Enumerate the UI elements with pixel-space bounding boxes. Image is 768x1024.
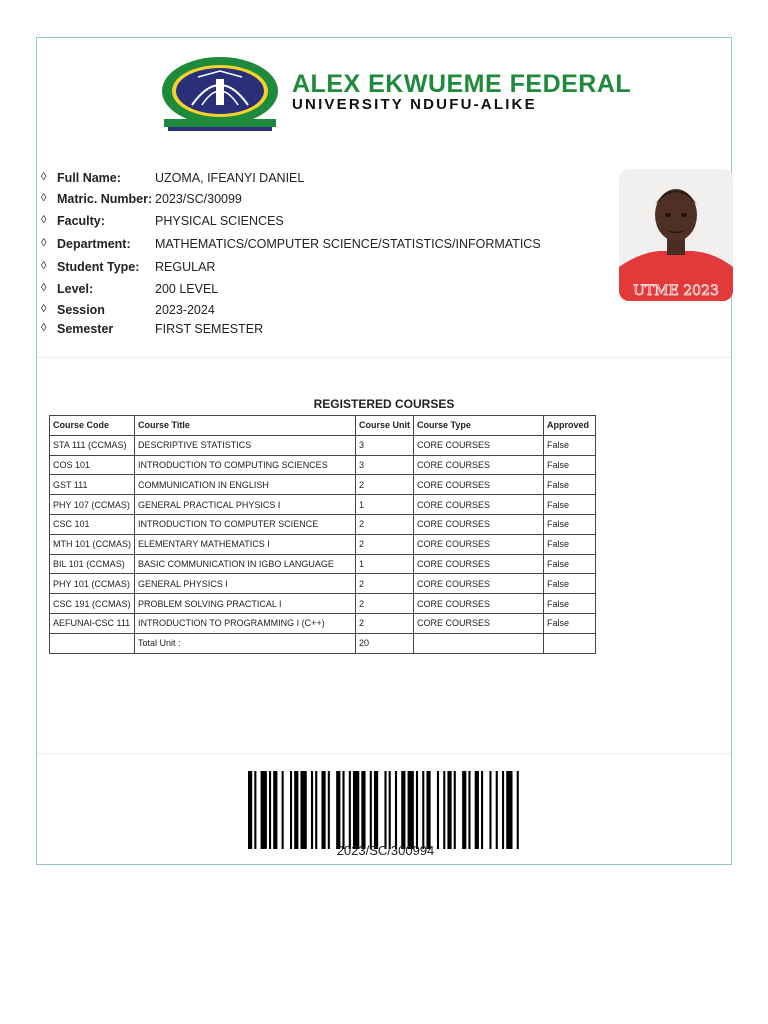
- barcode-bar: [489, 771, 491, 849]
- course-unit-cell: 2: [356, 613, 414, 633]
- column-header-course-type: Course Type: [414, 416, 544, 436]
- barcode-bar: [426, 771, 430, 849]
- barcode-bar: [290, 771, 292, 849]
- total-unit-row: [50, 633, 596, 653]
- diamond-bullet-icon: ◊: [41, 303, 47, 315]
- column-header-course-unit: Course Unit: [356, 416, 414, 436]
- approved-cell: False: [544, 495, 596, 515]
- info-value: PHYSICAL SCIENCES: [155, 214, 284, 228]
- barcode-bar: [416, 771, 418, 849]
- course-code-cell: GST 111: [50, 475, 135, 495]
- course-code-cell: STA 111 (CCMAS): [50, 435, 135, 455]
- table-row: [50, 475, 596, 495]
- diamond-bullet-icon: ◊: [41, 237, 47, 249]
- student-passport-photo: [619, 169, 733, 301]
- course-title-cell: COMMUNICATION IN ENGLISH: [135, 475, 356, 495]
- info-value: MATHEMATICS/COMPUTER SCIENCE/STATISTICS/INFORMATICS: [155, 237, 541, 251]
- barcode-bar: [462, 771, 466, 849]
- section-divider: [37, 753, 731, 754]
- section-divider: [37, 357, 731, 358]
- barcode-bar: [254, 771, 256, 849]
- barcode-bar: [389, 771, 391, 849]
- barcode-bar: [437, 771, 439, 849]
- registered-courses-table: [49, 415, 596, 654]
- university-name-line-2: UNIVERSITY NDUFU-ALIKE: [292, 96, 537, 113]
- course-unit-cell: 1: [356, 495, 414, 515]
- course-title-cell: BASIC COMMUNICATION IN IGBO LANGUAGE: [135, 554, 356, 574]
- info-label: Faculty:: [57, 214, 105, 228]
- approved-cell: False: [544, 574, 596, 594]
- info-value: 200 LEVEL: [155, 282, 219, 296]
- course-type-cell: CORE COURSES: [414, 554, 544, 574]
- approved-cell: False: [544, 534, 596, 554]
- barcode-bar: [502, 771, 504, 849]
- table-row: [50, 554, 596, 574]
- info-value: 2023/SC/30099: [155, 192, 242, 206]
- approved-cell: False: [544, 613, 596, 633]
- diamond-bullet-icon: ◊: [41, 282, 47, 294]
- table-header-row: [50, 416, 596, 436]
- approved-cell: False: [544, 554, 596, 574]
- course-title-cell: GENERAL PHYSICS I: [135, 574, 356, 594]
- barcode-bar: [370, 771, 372, 849]
- barcode-bar: [361, 771, 365, 849]
- barcode-bar: [248, 771, 252, 849]
- course-unit-cell: 2: [356, 594, 414, 614]
- barcode: [248, 771, 523, 849]
- course-type-cell: CORE COURSES: [414, 435, 544, 455]
- course-code-cell: PHY 107 (CCMAS): [50, 495, 135, 515]
- course-type-cell: CORE COURSES: [414, 594, 544, 614]
- approved-cell: False: [544, 514, 596, 534]
- course-title-cell: ELEMENTARY MATHEMATICS I: [135, 534, 356, 554]
- registration-slip: [36, 37, 732, 865]
- diamond-bullet-icon: ◊: [41, 171, 47, 183]
- course-code-cell: COS 101: [50, 455, 135, 475]
- approved-cell: False: [544, 455, 596, 475]
- barcode-bar: [342, 771, 344, 849]
- course-type-cell: CORE COURSES: [414, 495, 544, 515]
- column-header-course-title: Course Title: [135, 416, 356, 436]
- course-type-cell: CORE COURSES: [414, 574, 544, 594]
- course-unit-cell: 3: [356, 455, 414, 475]
- barcode-bar: [422, 771, 424, 849]
- info-label: Session: [57, 303, 105, 317]
- course-type-cell: CORE COURSES: [414, 475, 544, 495]
- empty-cell: [544, 633, 596, 653]
- table-row: [50, 574, 596, 594]
- barcode-bar: [311, 771, 313, 849]
- barcode-bar: [408, 771, 414, 849]
- total-unit-value: 20: [356, 633, 414, 653]
- barcode-bar: [282, 771, 284, 849]
- info-label: Matric. Number:: [57, 192, 153, 206]
- barcode-bar: [336, 771, 340, 849]
- registered-courses-title: REGISTERED COURSES: [313, 397, 455, 411]
- barcode-bar: [475, 771, 479, 849]
- university-seal-logo: [158, 55, 282, 133]
- course-code-cell: MTH 101 (CCMAS): [50, 534, 135, 554]
- course-code-cell: BIL 101 (CCMAS): [50, 554, 135, 574]
- course-type-cell: CORE COURSES: [414, 534, 544, 554]
- info-label: Student Type:: [57, 260, 140, 274]
- course-type-cell: CORE COURSES: [414, 455, 544, 475]
- barcode-bar: [496, 771, 498, 849]
- course-title-cell: INTRODUCTION TO COMPUTER SCIENCE: [135, 514, 356, 534]
- table-row: [50, 435, 596, 455]
- diamond-bullet-icon: ◊: [41, 260, 47, 272]
- approved-cell: False: [544, 594, 596, 614]
- course-title-cell: GENERAL PRACTICAL PHYSICS I: [135, 495, 356, 515]
- barcode-bar: [349, 771, 351, 849]
- total-unit-label: Total Unit :: [135, 633, 356, 653]
- barcode-bar: [506, 771, 512, 849]
- info-value: 2023-2024: [155, 303, 215, 317]
- course-title-cell: PROBLEM SOLVING PRACTICAL I: [135, 594, 356, 614]
- table-row: [50, 455, 596, 475]
- course-type-cell: CORE COURSES: [414, 613, 544, 633]
- course-type-cell: CORE COURSES: [414, 514, 544, 534]
- table-row: [50, 534, 596, 554]
- course-unit-cell: 2: [356, 514, 414, 534]
- course-code-cell: AEFUNAI-CSC 111: [50, 613, 135, 633]
- diamond-bullet-icon: ◊: [41, 322, 47, 334]
- diamond-bullet-icon: ◊: [41, 192, 47, 204]
- barcode-bar: [401, 771, 405, 849]
- barcode-bar: [395, 771, 397, 849]
- barcode-bar: [443, 771, 445, 849]
- diamond-bullet-icon: ◊: [41, 214, 47, 226]
- table-row: [50, 495, 596, 515]
- empty-cell: [50, 633, 135, 653]
- barcode-bar: [447, 771, 451, 849]
- course-code-cell: PHY 101 (CCMAS): [50, 574, 135, 594]
- info-value: UZOMA, IFEANYI DANIEL: [155, 171, 305, 185]
- table-row: [50, 613, 596, 633]
- course-unit-cell: 1: [356, 554, 414, 574]
- course-title-cell: INTRODUCTION TO PROGRAMMING I (C++): [135, 613, 356, 633]
- course-title-cell: INTRODUCTION TO COMPUTING SCIENCES: [135, 455, 356, 475]
- barcode-bar: [294, 771, 298, 849]
- empty-cell: [414, 633, 544, 653]
- column-header-course-code: Course Code: [50, 416, 135, 436]
- barcode-bar: [261, 771, 267, 849]
- course-unit-cell: 3: [356, 435, 414, 455]
- table-row: [50, 514, 596, 534]
- course-unit-cell: 2: [356, 534, 414, 554]
- approved-cell: False: [544, 435, 596, 455]
- course-code-cell: CSC 101: [50, 514, 135, 534]
- barcode-bar: [315, 771, 317, 849]
- info-value: REGULAR: [155, 260, 216, 274]
- table-row: [50, 594, 596, 614]
- barcode-bar: [384, 771, 386, 849]
- barcode-bar: [273, 771, 277, 849]
- course-title-cell: DESCRIPTIVE STATISTICS: [135, 435, 356, 455]
- course-unit-cell: 2: [356, 574, 414, 594]
- barcode-bar: [300, 771, 306, 849]
- course-code-cell: CSC 191 (CCMAS): [50, 594, 135, 614]
- barcode-bar: [481, 771, 483, 849]
- barcode-bar: [328, 771, 330, 849]
- barcode-bar: [454, 771, 456, 849]
- info-label: Level:: [57, 282, 94, 296]
- barcode-bar: [517, 771, 519, 849]
- course-unit-cell: 2: [356, 475, 414, 495]
- info-label: Semester: [57, 322, 114, 336]
- barcode-number: 2023/SC/300994: [336, 843, 435, 858]
- barcode-bar: [468, 771, 470, 849]
- info-label: Full Name:: [57, 171, 121, 185]
- barcode-bar: [269, 771, 271, 849]
- photo-stamp-text: UTME 2023: [633, 283, 719, 299]
- barcode-bar: [374, 771, 378, 849]
- approved-cell: False: [544, 475, 596, 495]
- info-label: Department:: [57, 237, 131, 251]
- barcode-bar: [321, 771, 325, 849]
- university-name-line-1: ALEX EKWUEME FEDERAL: [292, 70, 632, 98]
- info-value: FIRST SEMESTER: [155, 322, 264, 336]
- barcode-bar: [353, 771, 359, 849]
- column-header-approved: Approved: [544, 416, 596, 436]
